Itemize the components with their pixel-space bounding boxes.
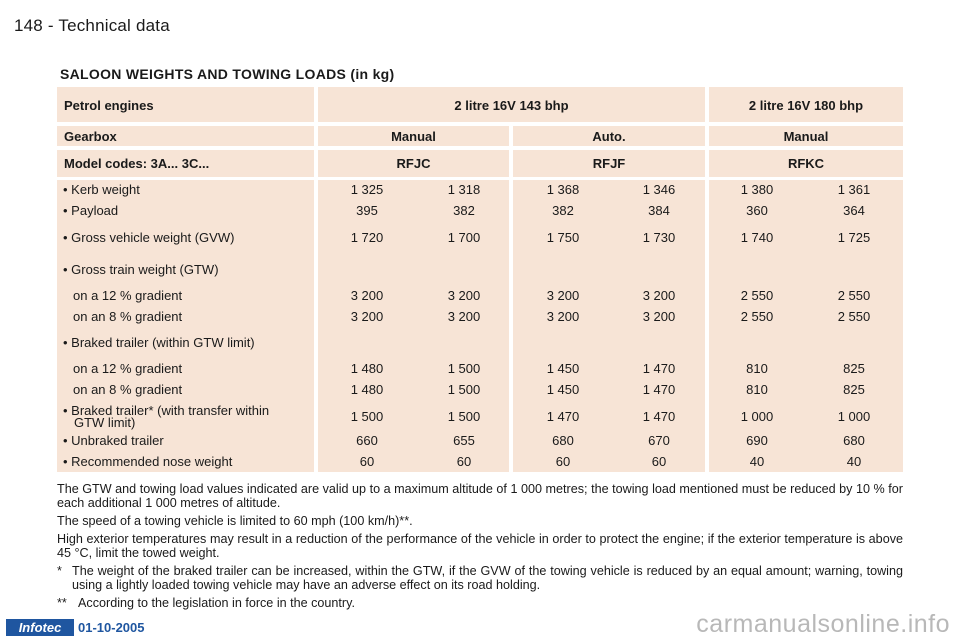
table-cell: 1 000 bbox=[740, 409, 774, 424]
table-cell: 655 bbox=[453, 433, 475, 448]
gearbox-manual-2: Manual bbox=[783, 129, 829, 144]
footnote-marker: * bbox=[57, 564, 62, 578]
footnote-marker: ** bbox=[57, 596, 67, 610]
row-label: on a 12 % gradient bbox=[73, 361, 183, 376]
table-row bbox=[57, 433, 903, 451]
table-cell: 1 361 bbox=[837, 182, 871, 197]
table-cell: 2 550 bbox=[837, 309, 871, 324]
table-cell: 3 200 bbox=[642, 309, 676, 324]
table-cell: 1 470 bbox=[642, 361, 676, 376]
engine-143-header: 2 litre 16V 143 bhp bbox=[454, 98, 569, 113]
table-cell: 382 bbox=[453, 203, 475, 218]
table-row bbox=[57, 454, 903, 472]
table-cell: 1 470 bbox=[546, 409, 580, 424]
table-cell: 1 368 bbox=[546, 182, 580, 197]
table-cell: 1 750 bbox=[546, 230, 580, 245]
speed-note: The speed of a towing vehicle is limited to 60 mph (100 km/h)**. bbox=[57, 514, 413, 528]
table-cell: 2 550 bbox=[740, 288, 774, 303]
row-label: • Kerb weight bbox=[63, 182, 140, 197]
table-cell: 395 bbox=[356, 203, 378, 218]
table-cell: 1 480 bbox=[350, 361, 384, 376]
table-row bbox=[57, 203, 903, 221]
table-cell: 384 bbox=[648, 203, 670, 218]
table-cell: 1 470 bbox=[642, 409, 676, 424]
table-cell: 670 bbox=[648, 433, 670, 448]
table-row bbox=[57, 382, 903, 400]
table-cell: 382 bbox=[552, 203, 574, 218]
section-title: SALOON WEIGHTS AND TOWING LOADS (in kg) bbox=[60, 66, 395, 82]
row-label: • Unbraked trailer bbox=[63, 433, 164, 448]
table-row bbox=[57, 403, 903, 433]
table-row bbox=[57, 262, 903, 280]
infotec-logo: Infotec bbox=[6, 619, 74, 636]
row-label: • Braked trailer (within GTW limit) bbox=[63, 335, 255, 350]
footnote-text: According to the legislation in force in the country. bbox=[78, 596, 355, 610]
row-label: on an 8 % gradient bbox=[73, 382, 183, 397]
table-cell: 40 bbox=[846, 454, 862, 469]
model-code-rfkc: RFKC bbox=[787, 156, 825, 171]
row-label: on a 12 % gradient bbox=[73, 288, 183, 303]
table-cell: 1 500 bbox=[447, 361, 481, 376]
model-code-rfjc: RFJC bbox=[396, 156, 431, 171]
model-codes-label: Model codes: 3A... 3C... bbox=[64, 156, 210, 171]
row-label: • Gross vehicle weight (GVW) bbox=[63, 230, 235, 245]
table-cell: 360 bbox=[746, 203, 768, 218]
model-code-rfjf: RFJF bbox=[592, 156, 626, 171]
table-cell: 60 bbox=[456, 454, 472, 469]
table-cell: 1 380 bbox=[740, 182, 774, 197]
table-cell: 690 bbox=[746, 433, 768, 448]
gearbox-row bbox=[57, 126, 903, 146]
page-header: 148 - Technical data bbox=[14, 16, 170, 35]
model-codes-row bbox=[57, 150, 903, 177]
engine-180-header: 2 litre 16V 180 bhp bbox=[748, 98, 864, 113]
table-cell: 1 325 bbox=[350, 182, 384, 197]
table-cell: 1 725 bbox=[837, 230, 871, 245]
table-cell: 3 200 bbox=[447, 288, 481, 303]
table-cell: 1 740 bbox=[740, 230, 774, 245]
table-row bbox=[57, 309, 903, 327]
row-label: • Gross train weight (GTW) bbox=[63, 262, 219, 277]
table-cell: 1 720 bbox=[350, 230, 384, 245]
site-watermark: carmanualsonline.info bbox=[696, 610, 950, 638]
footnote-text: The weight of the braked trailer can be increased, within the GTW, if the GVW of the towing vehicle is reduced by an equal amount; warning, towing using a lightly loaded towing vehicle may have an adverse effect on its road holding. bbox=[72, 564, 903, 592]
table-cell: 1 450 bbox=[546, 361, 580, 376]
gearbox-auto: Auto. bbox=[592, 129, 626, 144]
row-label: • Payload bbox=[63, 203, 119, 218]
gearbox-manual-1: Manual bbox=[391, 129, 436, 144]
table-cell: 40 bbox=[749, 454, 765, 469]
table-cell: 680 bbox=[843, 433, 865, 448]
table-cell: 1 480 bbox=[350, 382, 384, 397]
table-cell: 3 200 bbox=[447, 309, 481, 324]
table-cell: 60 bbox=[359, 454, 375, 469]
table-row bbox=[57, 182, 903, 200]
table-cell: 60 bbox=[651, 454, 667, 469]
table-row bbox=[57, 230, 903, 248]
table-cell: 60 bbox=[555, 454, 571, 469]
altitude-note: The GTW and towing load values indicated are valid up to a maximum altitude of 1 000 metres; the towing load mentioned must be reduced by 10 % for each additional 1 000 metres of altitude. bbox=[57, 482, 903, 510]
table-cell: 364 bbox=[843, 203, 865, 218]
engines-label: Petrol engines bbox=[64, 98, 154, 113]
footnote-braked-trailer bbox=[57, 564, 903, 592]
table-cell: 3 200 bbox=[546, 288, 580, 303]
table-cell: 3 200 bbox=[350, 288, 384, 303]
weights-data-table bbox=[57, 180, 903, 472]
table-cell: 825 bbox=[843, 382, 865, 397]
table-row bbox=[57, 335, 903, 353]
table-cell: 1 000 bbox=[837, 409, 871, 424]
table-cell: 660 bbox=[356, 433, 378, 448]
table-cell: 2 550 bbox=[837, 288, 871, 303]
gearbox-label: Gearbox bbox=[64, 129, 117, 144]
table-cell: 1 730 bbox=[642, 230, 676, 245]
notes-section bbox=[57, 482, 903, 610]
row-label-continued: GTW limit) bbox=[74, 415, 136, 430]
footnote-legislation bbox=[57, 596, 903, 610]
edition-date: 01-10-2005 bbox=[78, 620, 145, 635]
table-cell: 810 bbox=[746, 361, 768, 376]
table-cell: 1 500 bbox=[447, 409, 481, 424]
table-cell: 1 318 bbox=[447, 182, 481, 197]
table-cell: 810 bbox=[746, 382, 768, 397]
temperature-note: High exterior temperatures may result in a reduction of the performance of the vehicle in order to protect the engine; if the exterior temperature is above 45 °C, limit the towed weight. bbox=[57, 532, 903, 560]
table-cell: 825 bbox=[843, 361, 865, 376]
table-cell: 680 bbox=[552, 433, 574, 448]
table-row bbox=[57, 361, 903, 379]
row-label: • Recommended nose weight bbox=[63, 454, 233, 469]
table-cell: 3 200 bbox=[642, 288, 676, 303]
table-cell: 1 500 bbox=[350, 409, 384, 424]
row-label: on an 8 % gradient bbox=[73, 309, 183, 324]
table-cell: 1 470 bbox=[642, 382, 676, 397]
table-row bbox=[57, 288, 903, 306]
table-cell: 3 200 bbox=[546, 309, 580, 324]
table-cell: 3 200 bbox=[350, 309, 384, 324]
table-cell: 2 550 bbox=[740, 309, 774, 324]
row-label: • Braked trailer* (with transfer within bbox=[63, 403, 270, 418]
engines-header-row bbox=[57, 87, 903, 122]
table-cell: 1 700 bbox=[447, 230, 481, 245]
table-cell: 1 450 bbox=[546, 382, 580, 397]
table-cell: 1 346 bbox=[642, 182, 676, 197]
table-cell: 1 500 bbox=[447, 382, 481, 397]
